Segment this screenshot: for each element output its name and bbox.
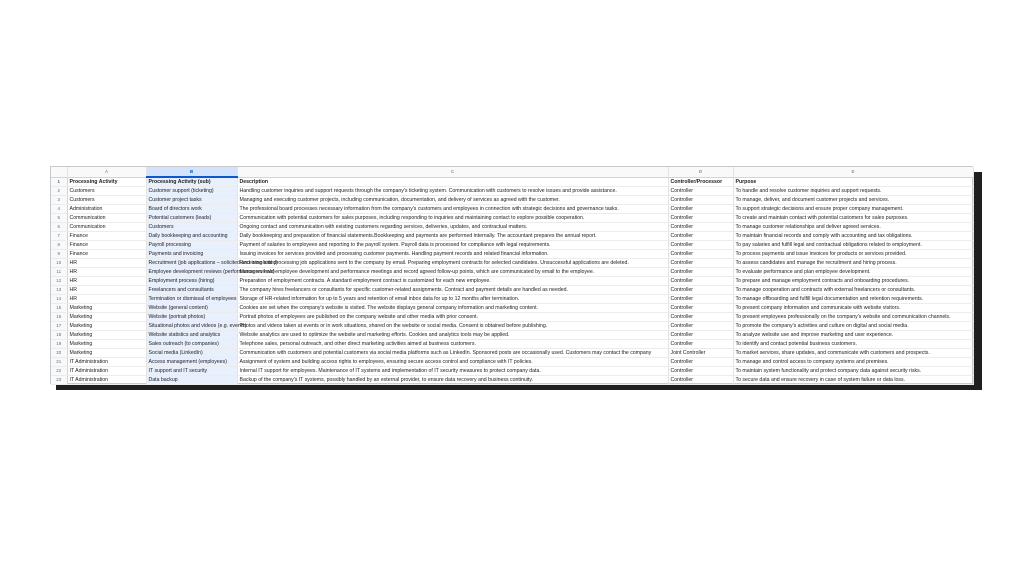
processing-activity-cell[interactable]: IT Administration bbox=[67, 367, 146, 376]
table-row bbox=[51, 349, 973, 358]
header-cell-processing-activity[interactable]: Processing Activity bbox=[67, 177, 146, 187]
table-row bbox=[51, 223, 973, 232]
table-row bbox=[51, 367, 973, 376]
processing-activity-sub-cell[interactable]: Access management (employees) bbox=[146, 358, 237, 367]
select-all-corner[interactable] bbox=[51, 167, 67, 177]
row-number[interactable]: 18 bbox=[51, 331, 67, 340]
purpose-cell[interactable]: To secure data and ensure recovery in case of system failure or data loss. bbox=[733, 376, 973, 385]
description-cell[interactable]: Daily bookkeeping and preparation of financial statements.Bookkeeping and payments are performed internally. The accountant prepares the annual report. bbox=[237, 232, 668, 241]
row-number[interactable]: 22 bbox=[51, 367, 67, 376]
description-cell[interactable]: Website analytics are used to optimize the website and marketing efforts. Cookies and analytics tools may be applied. bbox=[237, 331, 668, 340]
purpose-cell[interactable]: To manage customer relationships and deliver agreed services. bbox=[733, 223, 973, 232]
header-cell-controller-processor[interactable]: Controller/Processor bbox=[668, 177, 733, 187]
controller-processor-cell[interactable]: Controller bbox=[668, 304, 733, 313]
purpose-cell[interactable]: To promote the company's activities and culture on digital and social media. bbox=[733, 322, 973, 331]
purpose-cell[interactable]: To assess candidates and manage the recruitment and hiring process. bbox=[733, 259, 973, 268]
purpose-cell[interactable]: To present company information and communicate with website visitors. bbox=[733, 304, 973, 313]
description-cell[interactable]: Portrait photos of employees are published on the company website and other media with prior consent. bbox=[237, 313, 668, 322]
controller-processor-cell[interactable]: Controller bbox=[668, 358, 733, 367]
row-number[interactable]: 23 bbox=[51, 376, 67, 385]
description-cell[interactable]: Handling customer inquiries and support requests through the company's ticketing system. Communication with customers to resolve issues and provide assistance. bbox=[237, 187, 668, 196]
column-header-row bbox=[51, 167, 973, 177]
row-number[interactable]: 17 bbox=[51, 322, 67, 331]
controller-processor-cell[interactable]: Controller bbox=[668, 214, 733, 223]
description-cell[interactable]: Payment of salaries to employees and reporting to the payroll system. Payroll data is processed for compliance with legal requirements. bbox=[237, 241, 668, 250]
purpose-cell[interactable]: To support strategic decisions and ensure proper company management. bbox=[733, 205, 973, 214]
processing-activity-cell[interactable]: HR bbox=[67, 259, 146, 268]
table-row bbox=[51, 376, 973, 385]
processing-activity-cell[interactable]: HR bbox=[67, 268, 146, 277]
controller-processor-cell[interactable]: Controller bbox=[668, 205, 733, 214]
purpose-cell[interactable]: To handle and resolve customer inquiries and support requests. bbox=[733, 187, 973, 196]
row-number[interactable]: 12 bbox=[51, 277, 67, 286]
row-number[interactable]: 7 bbox=[51, 232, 67, 241]
controller-processor-cell[interactable]: Controller bbox=[668, 196, 733, 205]
processing-activity-sub-cell[interactable]: Social media (LinkedIn) bbox=[146, 349, 237, 358]
processing-activity-cell[interactable]: HR bbox=[67, 295, 146, 304]
description-cell[interactable]: Storage of HR-related information for up to 5 years and retention of email inbox data for up to 12 months after termination. bbox=[237, 295, 668, 304]
processing-activity-sub-cell[interactable]: Website statistics and analytics bbox=[146, 331, 237, 340]
table-row bbox=[51, 196, 973, 205]
processing-activity-cell[interactable]: Customers bbox=[67, 196, 146, 205]
row-number[interactable]: 13 bbox=[51, 286, 67, 295]
column-header-e[interactable]: E bbox=[733, 167, 973, 177]
row-number[interactable]: 10 bbox=[51, 259, 67, 268]
processing-activity-cell[interactable]: Marketing bbox=[67, 349, 146, 358]
processing-activity-cell[interactable]: HR bbox=[67, 286, 146, 295]
processing-activity-sub-cell[interactable]: Freelancers and consultants bbox=[146, 286, 237, 295]
table-row bbox=[51, 232, 973, 241]
processing-activity-sub-cell[interactable]: Board of directors work bbox=[146, 205, 237, 214]
purpose-cell[interactable]: To prepare and manage employment contracts and onboarding procedures. bbox=[733, 277, 973, 286]
purpose-cell[interactable]: To market services, share updates, and communicate with customers and prospects. bbox=[733, 349, 973, 358]
purpose-cell[interactable]: To manage offboarding and fulfill legal documentation and retention requirements. bbox=[733, 295, 973, 304]
row-number[interactable]: 11 bbox=[51, 268, 67, 277]
processing-activity-sub-cell[interactable]: Potential customers (leads) bbox=[146, 214, 237, 223]
row-number[interactable]: 4 bbox=[51, 205, 67, 214]
table-row bbox=[51, 241, 973, 250]
controller-processor-cell[interactable]: Joint Controller bbox=[668, 349, 733, 358]
header-cell-purpose[interactable]: Purpose bbox=[733, 177, 973, 187]
row-number[interactable]: 1 bbox=[51, 177, 67, 187]
purpose-cell[interactable]: To present employees professionally on the company's website and communication channels. bbox=[733, 313, 973, 322]
processing-activity-cell[interactable]: Marketing bbox=[67, 322, 146, 331]
description-cell[interactable]: Communication with potential customers for sales purposes, including responding to inquiries and maintaining contact to explore possible cooperation. bbox=[237, 214, 668, 223]
processing-activity-cell[interactable]: Communication bbox=[67, 223, 146, 232]
purpose-cell[interactable]: To evaluate performance and plan employee development. bbox=[733, 268, 973, 277]
description-cell[interactable]: Photos and videos taken at events or in work situations, shared on the website or social media. Consent is obtained before publishing. bbox=[237, 322, 668, 331]
controller-processor-cell[interactable]: Controller bbox=[668, 232, 733, 241]
column-header-a[interactable]: A bbox=[67, 167, 146, 177]
controller-processor-cell[interactable]: Controller bbox=[668, 331, 733, 340]
table-row bbox=[51, 187, 973, 196]
table-row bbox=[51, 250, 973, 259]
processing-activity-sub-cell[interactable]: Recruitment (job applications – solicited and unsolicited) bbox=[146, 259, 237, 268]
row-number[interactable]: 6 bbox=[51, 223, 67, 232]
processing-activity-sub-cell[interactable]: Situational photos and videos (e.g. events) bbox=[146, 322, 237, 331]
description-cell[interactable]: Managing and executing customer projects, including communication, documentation, and delivery of services as agreed with the customer. bbox=[237, 196, 668, 205]
processing-activity-cell[interactable]: IT Administration bbox=[67, 358, 146, 367]
description-cell[interactable]: Receiving and processing job applications sent to the company by email. Preparing employment contracts for selected candidates. Unsuccessful applications are deleted. bbox=[237, 259, 668, 268]
purpose-cell[interactable]: To maintain financial records and comply with accounting and tax obligations. bbox=[733, 232, 973, 241]
processing-activity-sub-cell[interactable]: Sales outreach (to companies) bbox=[146, 340, 237, 349]
column-header-c[interactable]: C bbox=[237, 167, 668, 177]
processing-activity-sub-cell[interactable]: Employee development reviews (performance reviews) bbox=[146, 268, 237, 277]
processing-activity-sub-cell[interactable]: Customers bbox=[146, 223, 237, 232]
row-number[interactable]: 20 bbox=[51, 349, 67, 358]
row-number[interactable]: 2 bbox=[51, 187, 67, 196]
processing-activity-cell[interactable]: IT Administration bbox=[67, 376, 146, 385]
table-row bbox=[51, 304, 973, 313]
purpose-cell[interactable]: To manage, deliver, and document customer projects and services. bbox=[733, 196, 973, 205]
table-row bbox=[51, 277, 973, 286]
table-row bbox=[51, 259, 973, 268]
header-cell-processing-activity-sub[interactable]: Processing Activity (sub) bbox=[146, 177, 237, 187]
description-cell[interactable]: Ongoing contact and communication with existing customers regarding services, deliveries, updates, and contractual matters. bbox=[237, 223, 668, 232]
processing-activity-cell[interactable]: Finance bbox=[67, 241, 146, 250]
table-row bbox=[51, 340, 973, 349]
description-cell[interactable]: The professional board processes necessary information from the company's customers and employees in connection with strategic decisions and governance tasks. bbox=[237, 205, 668, 214]
processing-activity-sub-cell[interactable]: Payments and invoicing bbox=[146, 250, 237, 259]
processing-activity-cell[interactable]: HR bbox=[67, 277, 146, 286]
row-number[interactable]: 9 bbox=[51, 250, 67, 259]
controller-processor-cell[interactable]: Controller bbox=[668, 376, 733, 385]
processing-activity-sub-cell[interactable]: Payroll processing bbox=[146, 241, 237, 250]
column-header-d[interactable]: D bbox=[668, 167, 733, 177]
processing-activity-sub-cell[interactable]: Termination or dismissal of employees bbox=[146, 295, 237, 304]
controller-processor-cell[interactable]: Controller bbox=[668, 295, 733, 304]
row-number[interactable]: 5 bbox=[51, 214, 67, 223]
controller-processor-cell[interactable]: Controller bbox=[668, 367, 733, 376]
row-number[interactable]: 14 bbox=[51, 295, 67, 304]
purpose-cell[interactable]: To identify and contact potential business customers. bbox=[733, 340, 973, 349]
controller-processor-cell[interactable]: Controller bbox=[668, 259, 733, 268]
purpose-cell[interactable]: To analyze website use and improve marketing and user experience. bbox=[733, 331, 973, 340]
table-row bbox=[51, 331, 973, 340]
description-cell[interactable]: Managers hold employee development and performance meetings and record agreed follow-up points, which are communicated by email to the employee. bbox=[237, 268, 668, 277]
processing-activity-sub-cell[interactable]: Data backup bbox=[146, 376, 237, 385]
processing-activity-cell[interactable]: Marketing bbox=[67, 304, 146, 313]
spreadsheet-grid[interactable] bbox=[50, 166, 973, 384]
processing-activity-cell[interactable]: Communication bbox=[67, 214, 146, 223]
header-row bbox=[51, 177, 973, 187]
description-cell[interactable]: Preparation of employment contracts. A standard employment contract is customized for each new employee. bbox=[237, 277, 668, 286]
table-row bbox=[51, 268, 973, 277]
processing-activity-cell[interactable]: Marketing bbox=[67, 331, 146, 340]
controller-processor-cell[interactable]: Controller bbox=[668, 322, 733, 331]
table-row bbox=[51, 313, 973, 322]
description-cell[interactable]: Backup of the company's IT systems, possibly handled by an external provider, to ensure data recovery and business continuity. bbox=[237, 376, 668, 385]
controller-processor-cell[interactable]: Controller bbox=[668, 241, 733, 250]
column-header-b[interactable]: B bbox=[146, 167, 237, 177]
description-cell[interactable]: Telephone sales, personal outreach, and other direct marketing activities aimed at business customers. bbox=[237, 340, 668, 349]
controller-processor-cell[interactable]: Controller bbox=[668, 277, 733, 286]
purpose-cell[interactable]: To manage cooperation and contracts with external freelancers or consultants. bbox=[733, 286, 973, 295]
controller-processor-cell[interactable]: Controller bbox=[668, 223, 733, 232]
table-row bbox=[51, 214, 973, 223]
processing-activity-cell[interactable]: Customers bbox=[67, 187, 146, 196]
processing-activity-sub-cell[interactable]: Website (portrait photos) bbox=[146, 313, 237, 322]
table-row bbox=[51, 358, 973, 367]
controller-processor-cell[interactable]: Controller bbox=[668, 286, 733, 295]
data-table bbox=[51, 167, 974, 385]
processing-activity-cell[interactable]: Finance bbox=[67, 232, 146, 241]
processing-activity-cell[interactable]: Marketing bbox=[67, 340, 146, 349]
processing-activity-sub-cell[interactable]: Employment process (hiring) bbox=[146, 277, 237, 286]
purpose-cell[interactable]: To pay salaries and fulfill legal and contractual obligations related to employment. bbox=[733, 241, 973, 250]
processing-activity-sub-cell[interactable]: Customer project tasks bbox=[146, 196, 237, 205]
row-number[interactable]: 21 bbox=[51, 358, 67, 367]
table-row bbox=[51, 322, 973, 331]
controller-processor-cell[interactable]: Controller bbox=[668, 268, 733, 277]
description-cell[interactable]: Cookies are set when the company's website is visited. The website displays general company information and marketing content. bbox=[237, 304, 668, 313]
purpose-cell[interactable]: To maintain system functionality and protect company data against security risks. bbox=[733, 367, 973, 376]
controller-processor-cell[interactable]: Controller bbox=[668, 187, 733, 196]
header-cell-description[interactable]: Description bbox=[237, 177, 668, 187]
row-number[interactable]: 8 bbox=[51, 241, 67, 250]
controller-processor-cell[interactable]: Controller bbox=[668, 340, 733, 349]
description-cell[interactable]: Issuing invoices for services provided and processing customer payments. Handling payment records and related financial information. bbox=[237, 250, 668, 259]
purpose-cell[interactable]: To process payments and issue invoices for products or services provided. bbox=[733, 250, 973, 259]
description-cell[interactable]: Communication with customers and potential customers via social media platforms such as LinkedIn. Sponsored posts are occasionally used. Customers may contact the company bbox=[237, 349, 668, 358]
processing-activity-sub-cell[interactable]: Website (general content) bbox=[146, 304, 237, 313]
table-row bbox=[51, 295, 973, 304]
processing-activity-cell[interactable]: Finance bbox=[67, 250, 146, 259]
purpose-cell[interactable]: To manage and control access to company systems and premises. bbox=[733, 358, 973, 367]
description-cell[interactable]: Assignment of system and building access rights to employees, ensuring secure access control and compliance with IT policies. bbox=[237, 358, 668, 367]
controller-processor-cell[interactable]: Controller bbox=[668, 250, 733, 259]
row-number[interactable]: 3 bbox=[51, 196, 67, 205]
table-row bbox=[51, 205, 973, 214]
table-row bbox=[51, 286, 973, 295]
description-cell[interactable]: Internal IT support for employees. Maintenance of IT systems and implementation of IT security measures to protect company data. bbox=[237, 367, 668, 376]
description-cell[interactable]: The company hires freelancers or consultants for specific customer-related assignments. Contract and payment details are handled as needed. bbox=[237, 286, 668, 295]
processing-activity-sub-cell[interactable]: Customer support (ticketing) bbox=[146, 187, 237, 196]
controller-processor-cell[interactable]: Controller bbox=[668, 313, 733, 322]
processing-activity-sub-cell[interactable]: Daily bookkeeping and accounting bbox=[146, 232, 237, 241]
row-number[interactable]: 19 bbox=[51, 340, 67, 349]
processing-activity-cell[interactable]: Marketing bbox=[67, 313, 146, 322]
processing-activity-cell[interactable]: Administration bbox=[67, 205, 146, 214]
row-number[interactable]: 16 bbox=[51, 313, 67, 322]
processing-activity-sub-cell[interactable]: IT support and IT security bbox=[146, 367, 237, 376]
row-number[interactable]: 15 bbox=[51, 304, 67, 313]
purpose-cell[interactable]: To create and maintain contact with potential customers for sales purposes. bbox=[733, 214, 973, 223]
